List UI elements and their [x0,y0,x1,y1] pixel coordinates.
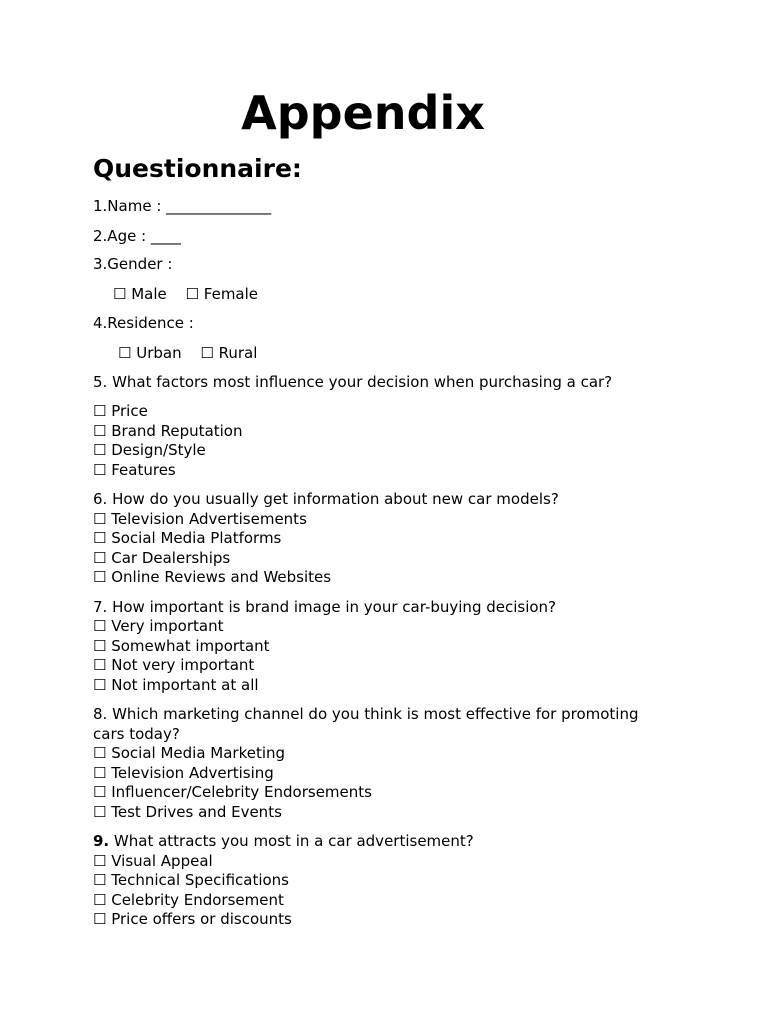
question-1-name: 1.Name : ______________ [93,197,272,215]
checkbox-icon: ☐ [93,910,107,928]
checkbox-icon: ☐ [93,636,107,655]
question-5: 5. What factors most influence your decision when purchasing a car? [93,373,613,391]
checkbox-icon: ☐ [93,890,107,909]
q8-option-tv-advertising[interactable]: ☐ Television Advertising [93,763,274,782]
q9-option-celebrity-endorsement[interactable]: ☐ Celebrity Endorsement [93,890,284,909]
question-2-age: 2.Age : ____ [93,227,181,245]
q6-option-tv-ads[interactable]: ☐ Television Advertisements [93,509,307,528]
option-rural[interactable]: ☐ Rural [200,344,258,362]
checkbox-icon: ☐ [93,802,107,821]
checkbox-icon: ☐ [118,344,132,362]
checkbox-icon: ☐ [93,871,107,889]
checkbox-icon: ☐ [93,509,107,528]
q9-option-technical-specs[interactable]: ☐ Technical Specifications [93,871,290,889]
q5-option-brand-reputation[interactable]: ☐ Brand Reputation [93,421,243,440]
q5-option-features[interactable]: ☐ Features [93,460,176,479]
section-heading: Questionnaire: [93,154,302,183]
checkbox-icon: ☐ [93,617,107,635]
checkbox-icon: ☐ [93,851,107,870]
question-9 [93,832,474,852]
checkbox-icon: ☐ [185,285,199,303]
q6-option-social-media[interactable]: ☐ Social Media Platforms [93,529,282,547]
checkbox-icon: ☐ [93,529,107,547]
q6-option-dealerships[interactable]: ☐ Car Dealerships [93,548,231,567]
q8-option-influencer[interactable]: ☐ Influencer/Celebrity Endorsements [93,783,372,801]
q6-option-online-reviews[interactable]: ☐ Online Reviews and Websites [93,568,332,586]
checkbox-icon: ☐ [93,675,107,694]
option-urban[interactable]: ☐ Urban [118,344,182,362]
q5-option-design-style[interactable]: ☐ Design/Style [93,441,206,459]
checkbox-icon: ☐ [93,441,107,459]
q7-option-not-very-important[interactable]: ☐ Not very important [93,656,255,674]
q9-option-price-offers[interactable]: ☐ Price offers or discounts [93,910,292,928]
q7-option-very-important[interactable]: ☐ Very important [93,617,224,635]
checkbox-icon: ☐ [93,460,107,479]
checkbox-icon: ☐ [93,763,107,782]
q8-option-test-drives[interactable]: ☐ Test Drives and Events [93,802,282,821]
checkbox-icon: ☐ [200,344,214,362]
q7-option-not-important[interactable]: ☐ Not important at all [93,675,259,694]
checkbox-icon: ☐ [93,656,107,674]
question-8-line-1: 8. Which marketing channel do you think is most effective for promoting [93,705,639,723]
question-4-residence: 4.Residence : [93,314,194,332]
question-7: 7. How important is brand image in your car-buying decision? [93,597,557,616]
gender-options [113,285,258,305]
question-8-line-2: cars today? [93,724,180,743]
q7-option-somewhat-important[interactable]: ☐ Somewhat important [93,636,270,655]
question-9-text: What attracts you most in a car advertisement? [109,832,474,850]
checkbox-icon: ☐ [93,568,107,586]
option-female[interactable]: ☐ Female [185,285,259,303]
question-3-gender: 3.Gender : [93,255,173,273]
checkbox-icon: ☐ [93,421,107,440]
question-9-number: 9. [93,832,110,850]
checkbox-icon: ☐ [93,783,107,801]
q8-option-social-media-marketing[interactable]: ☐ Social Media Marketing [93,744,286,762]
residence-options [118,344,257,364]
q5-option-price[interactable]: ☐ Price [93,402,148,420]
checkbox-icon: ☐ [93,402,107,420]
checkbox-icon: ☐ [113,285,127,303]
option-male[interactable]: ☐ Male [113,285,167,303]
document-title: Appendix [241,86,485,140]
question-6: 6. How do you usually get information about new car models? [93,490,559,508]
checkbox-icon: ☐ [93,744,107,762]
checkbox-icon: ☐ [93,548,107,567]
q9-option-visual-appeal[interactable]: ☐ Visual Appeal [93,851,213,870]
